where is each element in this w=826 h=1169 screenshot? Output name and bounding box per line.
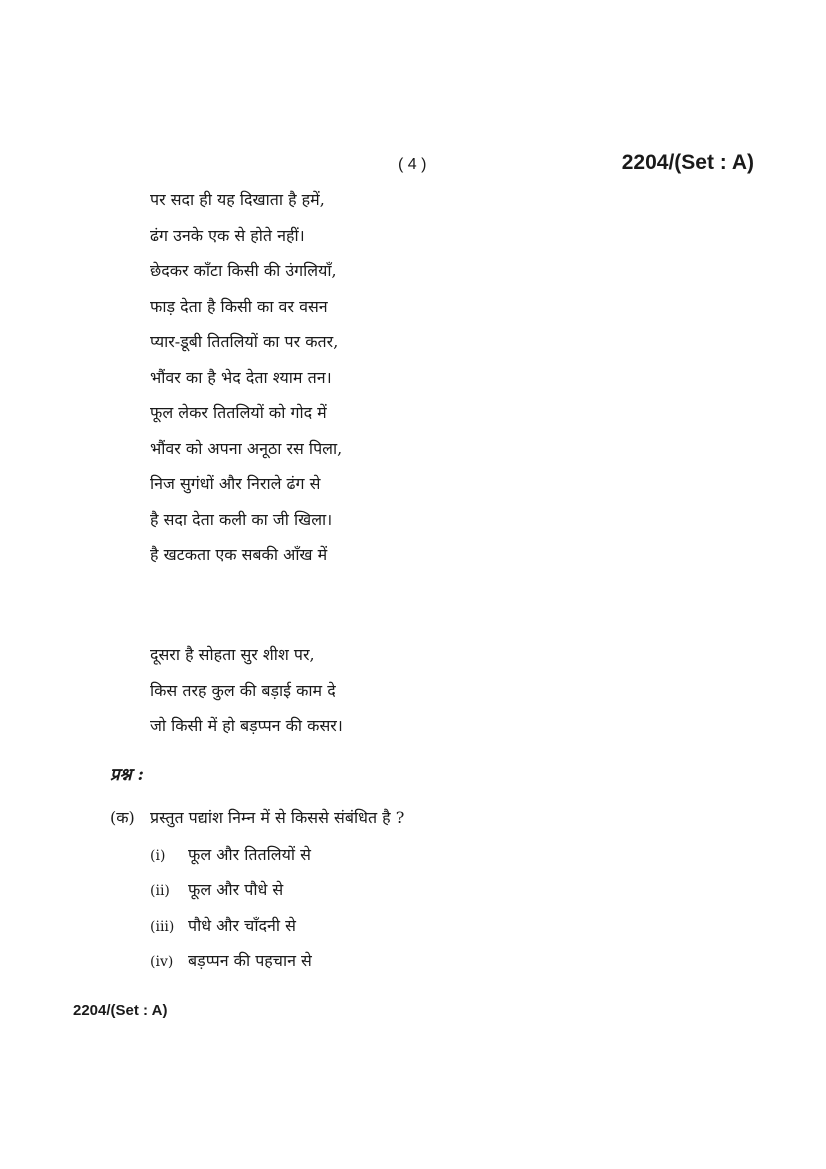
poem-line: पर सदा ही यह दिखाता है हमें, xyxy=(150,190,325,209)
option-item xyxy=(150,877,312,912)
question-ka xyxy=(110,806,404,828)
poem-line: किस तरह कुल की बड़ाई काम दे xyxy=(150,680,336,700)
set-code-header: 2204/(Set : A) xyxy=(621,151,754,174)
question-label: (क) xyxy=(110,808,135,827)
poem-line: जो किसी में हो बड़प्पन की कसर। xyxy=(150,716,343,735)
questions-heading: प्रश्न : xyxy=(110,765,144,785)
option-label: (ii) xyxy=(150,883,170,900)
option-text: फूल और तितलियों से xyxy=(188,845,311,864)
poem-line: निज सुगंधों और निराले ढंग से xyxy=(150,474,321,493)
option-item xyxy=(150,913,312,948)
page-number: ( 4 ) xyxy=(398,156,427,173)
options-list xyxy=(150,842,312,983)
option-text: पौधे और चाँदनी से xyxy=(188,915,296,935)
poem-line: फाड़ देता है किसी का वर वसन xyxy=(150,296,328,316)
option-label: (iii) xyxy=(150,918,175,935)
poem-line: भौंवर का है भेद देता श्याम तन। xyxy=(150,367,332,387)
poem-line: भौंवर को अपना अनूठा रस पिला, xyxy=(150,438,343,458)
option-label: (iv) xyxy=(150,953,174,970)
option-label: (i) xyxy=(150,848,166,864)
question-text: प्रस्तुत पद्यांश निम्न में से किससे संबंधित है ? xyxy=(150,808,405,827)
poem-line: छेदकर काँटा किसी की उंगलियाँ, xyxy=(150,261,337,280)
poem-stanza xyxy=(150,186,343,748)
option-item xyxy=(150,948,312,983)
option-item xyxy=(150,842,312,877)
poem-line: प्यार-डूबी तितलियों का पर कतर, xyxy=(150,332,339,351)
set-code-footer: 2204/(Set : A) xyxy=(73,1002,168,1019)
poem-line: फूल लेकर तितलियों को गोद में xyxy=(150,403,327,422)
poem-line: दूसरा है सोहता सुर शीश पर, xyxy=(150,645,315,664)
poem-line: है खटकता एक सबकी आँख में xyxy=(150,545,328,564)
option-text: फूल और पौधे से xyxy=(188,880,284,900)
option-text: बड़प्पन की पहचान से xyxy=(188,950,312,970)
poem-line: है सदा देता कली का जी खिला। xyxy=(150,509,333,529)
poem-line: ढंग उनके एक से होते नहीं। xyxy=(150,225,305,245)
